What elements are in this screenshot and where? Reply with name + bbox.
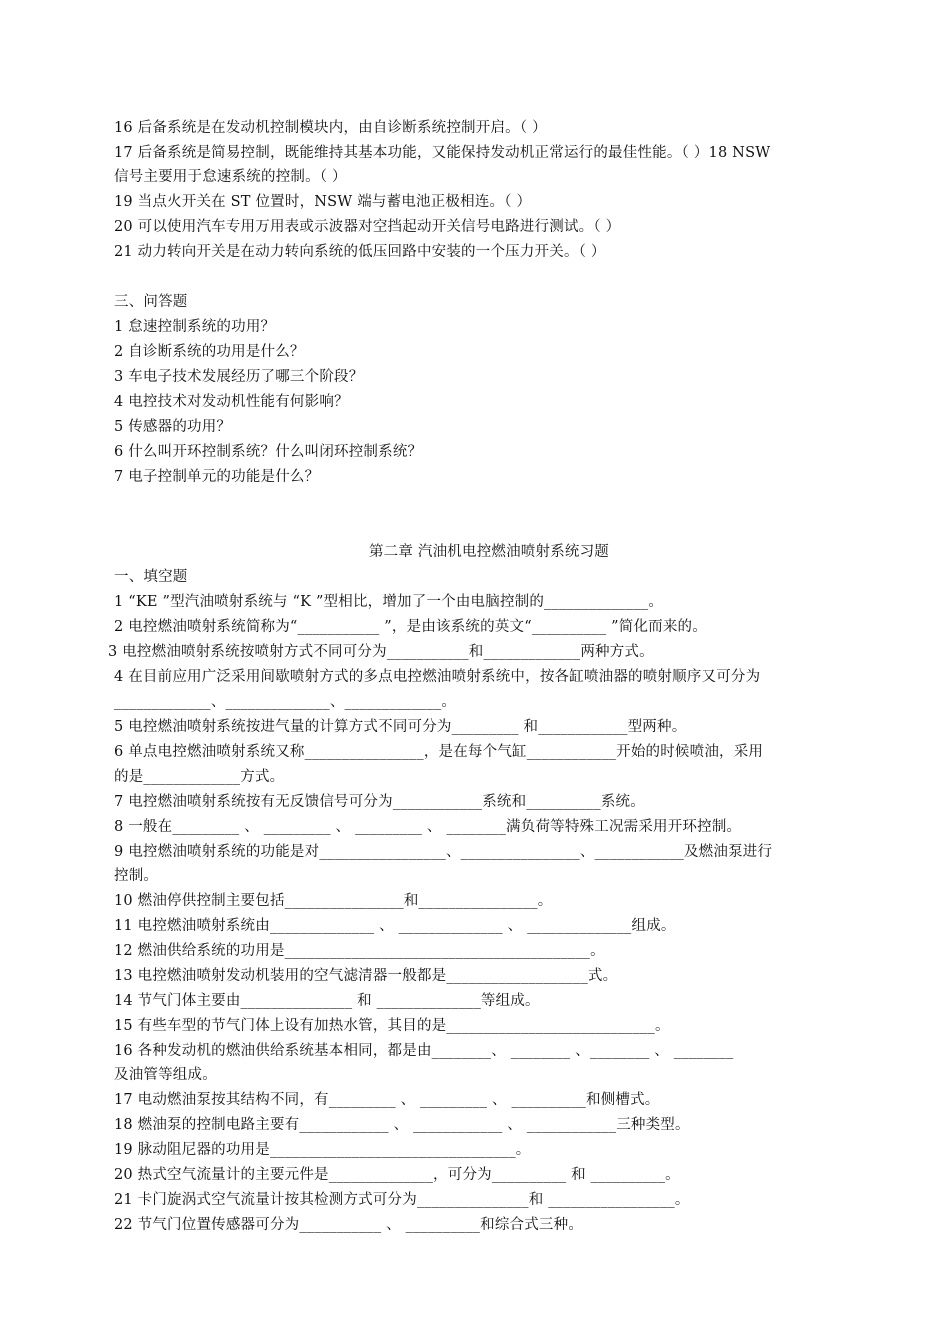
- qa-item: 7 电子控制单元的功能是什么？: [114, 469, 320, 485]
- qa-item: 5 传感器的功用？: [114, 419, 232, 435]
- fill-line: _____________、______________、_____________。: [114, 694, 457, 710]
- judgement-item: 19 当点火开关在 ST 位置时，NSW 端与蓄电池正极相连。（ ）: [114, 194, 532, 210]
- judgement-item: 信号主要用于怠速系统的控制。（ ）: [114, 169, 347, 185]
- qa-item: 4 电控技术对发动机性能有何影响？: [114, 394, 349, 410]
- fill-line: 1 “KE ”型汽油喷射系统与 “K ”型相比，增加了一个由电脑控制的______________。: [114, 594, 664, 610]
- fill-line: 3 电控燃油喷射系统按喷射方式不同可分为___________和_____________两种方式。: [108, 644, 654, 660]
- fill-line: 8 一般在_________ 、 _________ 、 _________ 、 ________满负荷等特殊工况需采用开环控制。: [114, 819, 742, 835]
- fill-line: 的是_____________方式。: [114, 769, 285, 785]
- qa-item: 6 什么叫开环控制系统？什么叫闭环控制系统？: [114, 444, 423, 460]
- judgement-item: 16 后备系统是在发动机控制模块内，由自诊断系统控制开启。（ ）: [114, 120, 547, 136]
- fill-line: 19 脉动阻尼器的功用是_________________________________。: [114, 1142, 531, 1158]
- fill-line: 4 在目前应用广泛采用间歇喷射方式的多点电控燃油喷射系统中，按各缸喷油器的喷射顺序又可分为: [114, 669, 761, 685]
- fill-line: 10 燃油停供控制主要包括________________和________________。: [114, 893, 553, 909]
- fill-line: 16 各种发动机的燃油供给系统基本相同，都是由________、 ________ 、________ 、 ________: [114, 1043, 734, 1059]
- fill-line: 控制。: [114, 868, 159, 884]
- judgement-item: 20 可以使用汽车专用万用表或示波器对空挡起动开关信号电路进行测试。（ ）: [114, 219, 621, 235]
- fill-line: 14 节气门体主要由_______________ 和 ______________等组成。: [114, 993, 540, 1009]
- fill-line: 2 电控燃油喷射系统简称为“___________ ”，是由该系统的英文“__________ ”简化而来的。: [114, 619, 707, 635]
- fill-line: 18 燃油泵的控制电路主要有____________ 、 ____________ 、 ____________三种类型。: [114, 1117, 690, 1133]
- fill-line: 21 卡门旋涡式空气流量计按其检测方式可分为_______________和 _________________。: [114, 1192, 690, 1208]
- fill-line: 9 电控燃油喷射系统的功能是对_________________、________________、____________及燃油泵进行: [114, 844, 773, 860]
- fill-line: 11 电控燃油喷射系统由______________ 、 ______________ 、 ______________组成。: [114, 918, 676, 934]
- fill-line: 5 电控燃油喷射系统按进气量的计算方式不同可分为_________ 和____________型两种。: [114, 719, 687, 735]
- fill-line: 12 燃油供给系统的功用是_________________________________________。: [114, 943, 605, 959]
- fill-line: 6 单点电控燃油喷射系统又称________________，是在每个气缸____________开始的时候喷油，采用: [114, 744, 764, 760]
- fill-line: 20 热式空气流量计的主要元件是______________，可分为__________ 和 __________。: [114, 1167, 680, 1183]
- qa-item: 2 自诊断系统的功用是什么？: [114, 344, 305, 360]
- fill-line: 7 电控燃油喷射系统按有无反馈信号可分为____________系统和__________系统。: [114, 794, 645, 810]
- judgement-item: 21 动力转向开关是在动力转向系统的低压回路中安装的一个压力开关。（ ）: [114, 244, 606, 260]
- fill-line: 22 节气门位置传感器可分为___________ 、 __________和综合式三种。: [114, 1217, 584, 1233]
- fill-line: 17 电动燃油泵按其结构不同，有_________ 、 _________ 、 __________和侧槽式。: [114, 1092, 660, 1108]
- judgement-item: 17 后备系统是简易控制，既能维持其基本功能，又能保持发动机正常运行的最佳性能。（ ）18 NSW: [114, 145, 771, 161]
- fill-line: 15 有些车型的节气门体上设有加热水管，其目的是____________________________。: [114, 1018, 670, 1034]
- fill-heading: 一、填空题: [114, 569, 188, 585]
- chapter-title: 第二章 汽油机电控燃油喷射系统习题: [368, 544, 609, 560]
- qa-item: 1 怠速控制系统的功用？: [114, 319, 276, 335]
- fill-line: 13 电控燃油喷射发动机装用的空气滤清器一般都是___________________式。: [114, 968, 618, 984]
- fill-line: 及油管等组成。: [114, 1067, 217, 1083]
- qa-item: 3 车电子技术发展经历了哪三个阶段？: [114, 369, 364, 385]
- qa-heading: 三、问答题: [114, 294, 188, 310]
